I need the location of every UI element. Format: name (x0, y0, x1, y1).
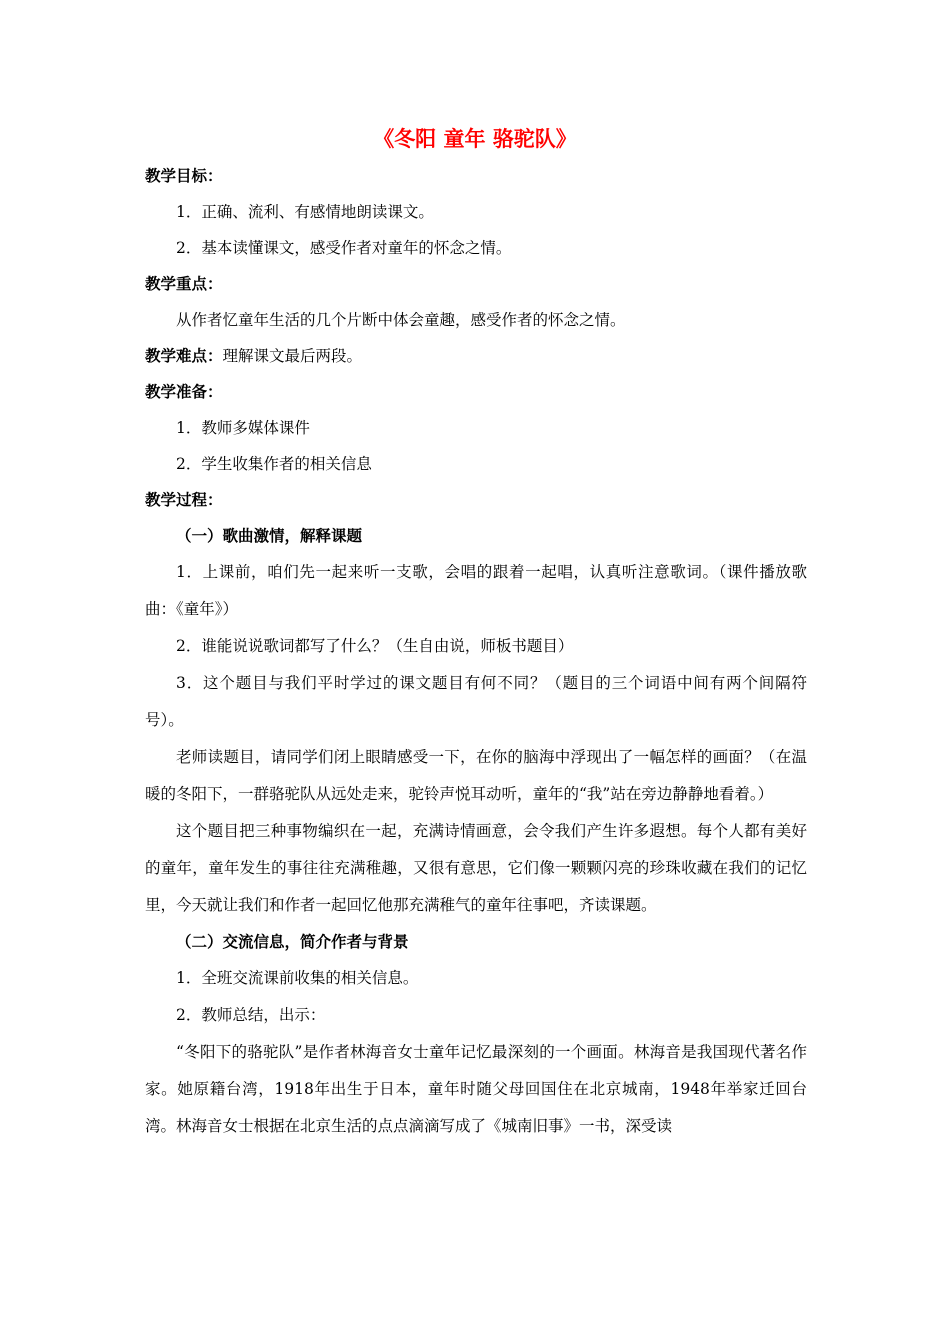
goals-heading: 教学目标： (145, 167, 223, 185)
section2-paragraph: 2．教师总结，出示： (176, 1006, 326, 1024)
section1-paragraph: 2．谁能说说歌词都写了什么？（生自由说，师板书题目） (176, 637, 574, 655)
document-body (145, 158, 807, 1145)
prep-item: 2．学生收集作者的相关信息 (176, 455, 372, 473)
section1-paragraph: 老师读题目，请同学们闭上眼睛感受一下，在你的脑海中浮现出了一幅怎样的画面？（在温暖的冬阳下，一群骆驼队从远处走来，驼铃声悦耳动听，童年的“我”站在旁边静静地看着。） (145, 748, 807, 803)
goal-item: 1．正确、流利、有感情地朗读课文。 (176, 203, 434, 221)
key-text: 从作者忆童年生活的几个片断中体会童趣，感受作者的怀念之情。 (176, 311, 626, 329)
section1-paragraph: 3．这个题目与我们平时学过的课文题目有何不同？（题目的三个词语中间有两个间隔符号）。 (145, 674, 807, 729)
difficulty-text: 理解课文最后两段。 (222, 347, 363, 365)
section2-heading: （二）交流信息，简介作者与背景 (176, 933, 409, 951)
section1-paragraph: 1．上课前，咱们先一起来听一支歌，会唱的跟着一起唱，认真听注意歌词。（课件播放歌曲：《童年》） (145, 563, 807, 618)
difficulty-heading: 教学难点： (145, 347, 223, 365)
difficulty-line (145, 338, 807, 374)
section1-heading: （一）歌曲激情，解释课题 (176, 527, 363, 545)
prep-item: 1．教师多媒体课件 (176, 419, 310, 437)
section2-paragraph: 1．全班交流课前收集的相关信息。 (176, 969, 419, 987)
key-heading: 教学重点： (145, 275, 223, 293)
process-heading: 教学过程： (145, 491, 223, 509)
prep-heading: 教学准备： (145, 383, 223, 401)
section1-paragraph: 这个题目把三种事物编织在一起，充满诗情画意，会令我们产生许多遐想。每个人都有美好的童年，童年发生的事往往充满稚趣，又很有意思，它们像一颗颗闪亮的珍珠收藏在我们的记忆里，今天就让我们和作者一起回忆他那充满稚气的童年往事吧，齐读课题。 (145, 822, 807, 914)
section2-paragraph: “冬阳下的骆驼队”是作者林海音女士童年记忆最深刻的一个画面。林海音是我国现代著名作家。她原籍台湾，1918年出生于日本，童年时随父母回国住在北京城南，1948年举家迁回台湾。林海音女士根据在北京生活的点点滴滴写成了《城南旧事》一书，深受读 (145, 1043, 807, 1135)
goal-item: 2．基本读懂课文，感受作者对童年的怀念之情。 (176, 239, 512, 257)
document-title: 《冬阳 童年 骆驼队》 (373, 127, 577, 151)
